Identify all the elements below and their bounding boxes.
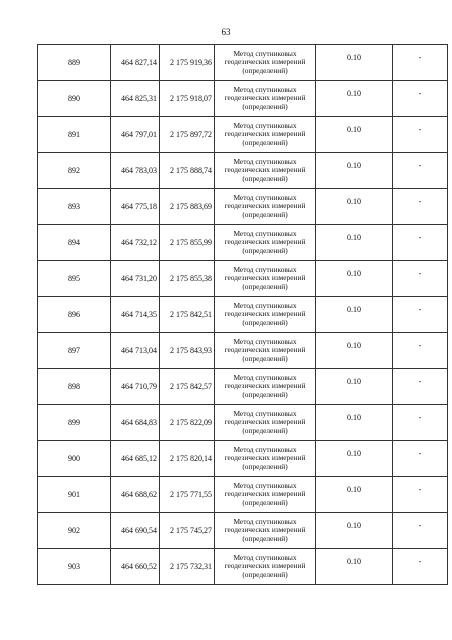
table-row bbox=[38, 549, 448, 585]
method-cell-text: Метод спутниковых геодезических измерений (определений) bbox=[224, 516, 306, 543]
point-number-cell: 892 bbox=[38, 153, 111, 189]
point-number-cell: 902 bbox=[38, 513, 111, 549]
point-number-cell: 903 bbox=[38, 549, 111, 585]
description-cell-text: - bbox=[418, 412, 422, 422]
precision-cell bbox=[316, 225, 393, 261]
method-cell bbox=[215, 117, 316, 153]
y-coordinate-cell: 2 175 897,72 bbox=[160, 117, 215, 153]
description-cell-text: - bbox=[418, 52, 422, 62]
method-cell-text: Метод спутниковых геодезических измерений (определений) bbox=[224, 228, 306, 255]
method-cell bbox=[215, 189, 316, 225]
precision-cell-text: 0.10 bbox=[347, 268, 361, 278]
precision-cell bbox=[316, 477, 393, 513]
method-cell bbox=[215, 549, 316, 585]
table-row bbox=[38, 81, 448, 117]
description-cell bbox=[393, 45, 448, 81]
precision-cell bbox=[316, 441, 393, 477]
y-coordinate-cell: 2 175 842,57 bbox=[160, 369, 215, 405]
precision-cell-text: 0.10 bbox=[347, 160, 361, 170]
description-cell bbox=[393, 405, 448, 441]
precision-cell-text: 0.10 bbox=[347, 448, 361, 458]
table-row bbox=[38, 441, 448, 477]
point-number-cell: 895 bbox=[38, 261, 111, 297]
x-coordinate-cell: 464 797,01 bbox=[111, 117, 160, 153]
x-coordinate-cell: 464 732,12 bbox=[111, 225, 160, 261]
description-cell-text: - bbox=[418, 88, 422, 98]
description-cell-text: - bbox=[418, 124, 422, 134]
precision-cell-text: 0.10 bbox=[347, 88, 361, 98]
precision-cell-text: 0.10 bbox=[347, 232, 361, 242]
precision-cell bbox=[316, 549, 393, 585]
method-cell-text: Метод спутниковых геодезических измерений (определений) bbox=[224, 336, 306, 363]
table-row bbox=[38, 477, 448, 513]
description-cell bbox=[393, 441, 448, 477]
description-cell bbox=[393, 333, 448, 369]
method-cell bbox=[215, 261, 316, 297]
description-cell-text: - bbox=[418, 232, 422, 242]
description-cell-text: - bbox=[418, 520, 422, 530]
table-row bbox=[38, 513, 448, 549]
method-cell bbox=[215, 333, 316, 369]
method-cell-text: Метод спутниковых геодезических измерений (определений) bbox=[224, 48, 306, 75]
method-cell bbox=[215, 153, 316, 189]
point-number-cell: 896 bbox=[38, 297, 111, 333]
description-cell bbox=[393, 261, 448, 297]
precision-cell bbox=[316, 261, 393, 297]
point-number-cell: 890 bbox=[38, 81, 111, 117]
table-row bbox=[38, 153, 448, 189]
y-coordinate-cell: 2 175 919,36 bbox=[160, 45, 215, 81]
description-cell-text: - bbox=[418, 304, 422, 314]
precision-cell bbox=[316, 81, 393, 117]
point-number-cell: 897 bbox=[38, 333, 111, 369]
table-row bbox=[38, 45, 448, 81]
method-cell bbox=[215, 45, 316, 81]
description-cell-text: - bbox=[418, 484, 422, 494]
x-coordinate-cell: 464 775,18 bbox=[111, 189, 160, 225]
precision-cell-text: 0.10 bbox=[347, 124, 361, 134]
description-cell-text: - bbox=[418, 556, 422, 566]
x-coordinate-cell: 464 714,35 bbox=[111, 297, 160, 333]
point-number-cell: 891 bbox=[38, 117, 111, 153]
x-coordinate-cell: 464 690,54 bbox=[111, 513, 160, 549]
description-cell bbox=[393, 117, 448, 153]
method-cell bbox=[215, 297, 316, 333]
description-cell-text: - bbox=[418, 160, 422, 170]
precision-cell-text: 0.10 bbox=[347, 340, 361, 350]
y-coordinate-cell: 2 175 842,51 bbox=[160, 297, 215, 333]
description-cell bbox=[393, 297, 448, 333]
precision-cell-text: 0.10 bbox=[347, 304, 361, 314]
description-cell bbox=[393, 225, 448, 261]
method-cell bbox=[215, 441, 316, 477]
precision-cell bbox=[316, 333, 393, 369]
description-cell-text: - bbox=[418, 196, 422, 206]
y-coordinate-cell: 2 175 855,38 bbox=[160, 261, 215, 297]
table-row bbox=[38, 189, 448, 225]
y-coordinate-cell: 2 175 822,09 bbox=[160, 405, 215, 441]
method-cell-text: Метод спутниковых геодезических измерений (определений) bbox=[224, 408, 306, 435]
precision-cell bbox=[316, 189, 393, 225]
description-cell bbox=[393, 549, 448, 585]
description-cell-text: - bbox=[418, 448, 422, 458]
description-cell bbox=[393, 513, 448, 549]
method-cell bbox=[215, 225, 316, 261]
precision-cell-text: 0.10 bbox=[347, 484, 361, 494]
method-cell bbox=[215, 81, 316, 117]
table-row bbox=[38, 117, 448, 153]
precision-cell bbox=[316, 297, 393, 333]
x-coordinate-cell: 464 825,31 bbox=[111, 81, 160, 117]
x-coordinate-cell: 464 685,12 bbox=[111, 441, 160, 477]
precision-cell bbox=[316, 513, 393, 549]
point-number-cell: 900 bbox=[38, 441, 111, 477]
method-cell-text: Метод спутниковых геодезических измерений (определений) bbox=[224, 300, 306, 327]
table-row bbox=[38, 369, 448, 405]
description-cell bbox=[393, 369, 448, 405]
description-cell bbox=[393, 81, 448, 117]
table-row bbox=[38, 225, 448, 261]
method-cell-text: Метод спутниковых геодезических измерений (определений) bbox=[224, 552, 306, 579]
x-coordinate-cell: 464 710,79 bbox=[111, 369, 160, 405]
x-coordinate-cell: 464 688,62 bbox=[111, 477, 160, 513]
precision-cell bbox=[316, 117, 393, 153]
y-coordinate-cell: 2 175 843,93 bbox=[160, 333, 215, 369]
method-cell bbox=[215, 513, 316, 549]
precision-cell bbox=[316, 405, 393, 441]
x-coordinate-cell: 464 827,14 bbox=[111, 45, 160, 81]
precision-cell-text: 0.10 bbox=[347, 376, 361, 386]
x-coordinate-cell: 464 783,03 bbox=[111, 153, 160, 189]
method-cell bbox=[215, 405, 316, 441]
description-cell bbox=[393, 153, 448, 189]
table-row bbox=[38, 297, 448, 333]
precision-cell bbox=[316, 153, 393, 189]
precision-cell-text: 0.10 bbox=[347, 412, 361, 422]
description-cell-text: - bbox=[418, 376, 422, 386]
description-cell-text: - bbox=[418, 268, 422, 278]
y-coordinate-cell: 2 175 855,99 bbox=[160, 225, 215, 261]
method-cell bbox=[215, 477, 316, 513]
method-cell-text: Метод спутниковых геодезических измерений (определений) bbox=[224, 120, 306, 147]
description-cell-text: - bbox=[418, 340, 422, 350]
x-coordinate-cell: 464 684,83 bbox=[111, 405, 160, 441]
table-row bbox=[38, 261, 448, 297]
y-coordinate-cell: 2 175 888,74 bbox=[160, 153, 215, 189]
y-coordinate-cell: 2 175 820,14 bbox=[160, 441, 215, 477]
description-cell bbox=[393, 189, 448, 225]
page-number: 63 bbox=[221, 27, 231, 37]
point-number-cell: 894 bbox=[38, 225, 111, 261]
method-cell-text: Метод спутниковых геодезических измерений (определений) bbox=[224, 480, 306, 507]
point-number-cell: 889 bbox=[38, 45, 111, 81]
method-cell-text: Метод спутниковых геодезических измерений (определений) bbox=[224, 264, 306, 291]
method-cell-text: Метод спутниковых геодезических измерений (определений) bbox=[224, 444, 306, 471]
precision-cell-text: 0.10 bbox=[347, 520, 361, 530]
x-coordinate-cell: 464 660,52 bbox=[111, 549, 160, 585]
coordinates-table bbox=[37, 44, 448, 585]
point-number-cell: 899 bbox=[38, 405, 111, 441]
precision-cell-text: 0.10 bbox=[347, 52, 361, 62]
point-number-cell: 893 bbox=[38, 189, 111, 225]
precision-cell-text: 0.10 bbox=[347, 196, 361, 206]
coordinates-table-body bbox=[38, 45, 448, 585]
y-coordinate-cell: 2 175 918,07 bbox=[160, 81, 215, 117]
x-coordinate-cell: 464 731,20 bbox=[111, 261, 160, 297]
method-cell bbox=[215, 369, 316, 405]
table-row bbox=[38, 405, 448, 441]
method-cell-text: Метод спутниковых геодезических измерений (определений) bbox=[224, 372, 306, 399]
precision-cell bbox=[316, 369, 393, 405]
y-coordinate-cell: 2 175 745,27 bbox=[160, 513, 215, 549]
y-coordinate-cell: 2 175 732,31 bbox=[160, 549, 215, 585]
precision-cell-text: 0.10 bbox=[347, 556, 361, 566]
y-coordinate-cell: 2 175 771,55 bbox=[160, 477, 215, 513]
table-row bbox=[38, 333, 448, 369]
precision-cell bbox=[316, 45, 393, 81]
y-coordinate-cell: 2 175 883,69 bbox=[160, 189, 215, 225]
point-number-cell: 898 bbox=[38, 369, 111, 405]
description-cell bbox=[393, 477, 448, 513]
point-number-cell: 901 bbox=[38, 477, 111, 513]
x-coordinate-cell: 464 713,04 bbox=[111, 333, 160, 369]
method-cell-text: Метод спутниковых геодезических измерений (определений) bbox=[224, 192, 306, 219]
method-cell-text: Метод спутниковых геодезических измерений (определений) bbox=[224, 84, 306, 111]
method-cell-text: Метод спутниковых геодезических измерений (определений) bbox=[224, 156, 306, 183]
